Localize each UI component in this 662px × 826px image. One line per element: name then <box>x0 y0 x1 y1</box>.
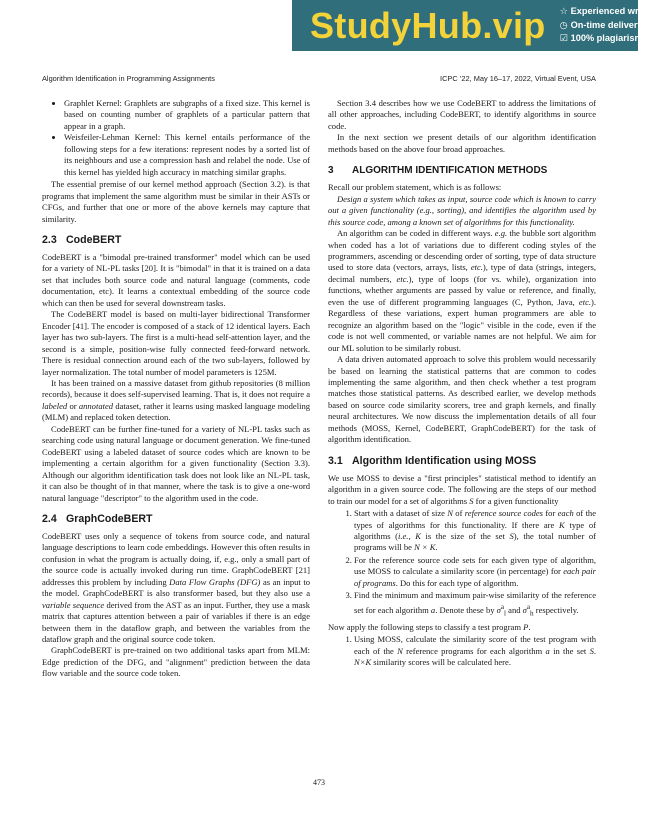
section-heading-2-4: 2.4 GraphCodeBERT <box>42 512 153 525</box>
paragraph: Now apply the following steps to classify a test program P. <box>328 621 531 632</box>
feature-on-time-delivery: ◷ On-time delivery <box>560 19 662 33</box>
list-item: 2. For the reference source code sets for each given type of algorithm, use MOSS to calculate a similarity score (in percentage) for each pair of programs. Do this for each type of algorithm. <box>354 555 596 589</box>
list-item: 1. Start with a dataset of size N of reference source codes for each of the types of algorithms for this functionality. If there are K type of algorithms (i.e., K is the size of the set S), the total number of programs will be N × K. <box>354 508 596 554</box>
section-heading-3-1: 3.1 Algorithm Identification using MOSS <box>328 454 537 467</box>
header-venue: ICPC ’22, May 16–17, 2022, Virtual Event, USA <box>440 74 596 83</box>
clock-icon: ◷ <box>559 19 568 30</box>
banner-features <box>560 5 662 46</box>
right-column <box>328 98 596 670</box>
checkbox-icon: ☑ <box>559 33 568 44</box>
paragraph: A data driven automated approach to solve this problem would necessarily be based on learning the statistical patterns that are common to codes implementing the same algorithm, and then check whether a test program matches those statistical patterns. As described earlier, we develop methods based on source code similarity scorers, tree and graph kernels, and finally neural architectures. We now discuss the implementation details of all four methods (MOSS, Kernel, CodeBERT, GraphCodeBERT) for the task of algorithm identification. <box>328 354 596 445</box>
paragraph: Section 3.4 describes how we use CodeBERT to address the limitations of all other approaches, including CodeBERT, to identify algorithms in source code. <box>328 98 596 131</box>
paragraph: In the next section we present details of our algorithm identification methods based on the above four broad approaches. <box>328 132 596 154</box>
list-item: • Graphlet Kernel: Graphlets are subgraphs of a fixed size. This kernel is based on counting number of graphlets of a particular pattern that appear in a graph. <box>64 98 310 132</box>
paragraph: An algorithm can be coded in different ways. e.g. the bubble sort algorithm when coded has a lot of variations due to different coding styles of the programmers, ascending or descending order of sorting, type of data structure used to store data (vectors, arrays, lists, etc.), type of data (strings, integers, decimal numbers, etc.), type of loops (for vs. while), organization into functions, whether arguments are passed by value or reference, and finally, even the use of different programming languages (C, Python, Java, etc.). Regardless of these variations, expert human programmers are able to recognize an algorithm based on the "logic" visible in the code, even if the code is not well commented, or variable names are not helpful. We aim for our ML solution to be similarly robust. <box>328 228 596 353</box>
list-item: 3. Find the minimum and maximum pair-wise similarity of the reference set for each algorithm a. Denote these by $\sigma^a_l$ and $\sigma^a_h$ respectively. <box>354 590 596 619</box>
training-steps-list <box>328 508 596 620</box>
paragraph: We use MOSS to devise a "first principles" statistical method to identify an algorithm in a given source code. The following are the steps of our method to train our model for a set of algorithms S for a given functionality <box>328 472 596 506</box>
running-header <box>42 74 596 83</box>
paragraph: CodeBERT uses only a sequence of tokens from source code, and natural language descriptions to learn code embeddings. However this often results in confusion in what the program is actually doing, if, e.g., only a small part of the source code is actually invoked during run time. GraphCodeBERT [21] addresses this problem by including Data Flow Graphs (DFG) as an input to the model. GraphCodeBERT is also transformer based, but they also use a variable sequence derived from the AST as an input. Further, they use a mask matrix that captures attention between a pair of variables if there is an edge between them in the dataflow graph, and between the variables from the dataflow graph and the original source code token. <box>42 530 310 645</box>
page-number: 473 <box>313 778 325 787</box>
paragraph: CodeBERT can be further fine-tuned for a variety of NL-PL tasks such as searching code using natural language or document generation. We fine-tuned CodeBERT using a labeled dataset of source codes which are known to be implementing a certain algorithm for a given functionality (Section 3.3). Although our algorithm identification task does not look like an NL-PL task, it can also be thought of in that manner, where the task is to give a one-word natural language "descriptor" to the algorithm used in the code. <box>42 423 310 503</box>
paragraph: The CodeBERT model is based on multi-layer bidirectional Transformer Encoder [41]. The encoder is composed of a stack of 12 identical layers. Each layer has two sub-layers. The first is a multi-head self-attention layer, and the second is a simple, position-wise fully connected feed-forward network. There is residual connection around each of the two sub-layers, followed by layer normalization. The total number of model parameters is 125M. <box>42 309 310 377</box>
paragraph: CodeBERT is a "bimodal pre-trained transformer" model which can be used for a variety of NL-PL tasks [20]. It is "bimodal" in that it is trained on a data set that includes both source code and natural language (comments, code documentation, etc). It learns a contextual embedding of the source code which can then be used for several downstream tasks. <box>42 251 310 308</box>
problem-statement: Design a system which takes as input, source code which is known to carry out a given functionality (e.g., sorting), and identifies the algorithm used by this source code, among a known set of algorithms for this functionality. <box>328 193 596 227</box>
feature-plagiarism-free: ☑ 100% plagiarism free <box>560 32 662 46</box>
ad-banner[interactable] <box>292 0 662 51</box>
studyhub-logo[interactable]: StudyHub.vip <box>310 5 546 46</box>
header-paper-title: Algorithm Identification in Programming Assignments <box>42 74 215 83</box>
left-column <box>42 98 310 680</box>
section-heading-3: 3 ALGORITHM IDENTIFICATION METHODS <box>328 165 548 177</box>
list-item: • Weisfeiler-Lehman Kernel: This kernel entails performance of the following steps for a few iterations: represent nodes by a sorted list of its neighbours and use a compression hash and relabel the node. Use of this kernel has yielded high accuracy in matching similar graphs. <box>64 132 310 178</box>
kernel-bullet-list <box>42 98 310 178</box>
paragraph: GraphCodeBERT is pre-trained on two additional tasks apart from MLM: Edge prediction of the DFG, and "alignment" prediction between the data flow variable and the source code token. <box>42 645 310 679</box>
paragraph: Recall our problem statement, which is as follows: <box>328 182 502 193</box>
feature-experienced-writers: ☆ Experienced writers <box>560 5 662 19</box>
paragraph: It has been trained on a massive dataset from github repositories (8 million records), because it does self-supervised learning. That is, it does not require a labeled or annotated dataset, rather it learns using masked language modeling (MLM) and replaced token detection. <box>42 377 310 423</box>
section-heading-2-3: 2.3 CodeBERT <box>42 233 122 246</box>
list-item: 1. Using MOSS, calculate the similarity score of the test program with each of the N reference programs for each algorithm a in the set S. N×K similarity scores will be calculated here. <box>354 634 596 668</box>
classification-steps-list <box>328 634 596 668</box>
paragraph: The essential premise of our kernel method approach (Section 3.2). is that programs that implement the same algorithm must be similar in their ASTs or CFGs, and further that one or more of the above kernels may capture that similarity. <box>42 179 310 224</box>
star-icon: ☆ <box>559 6 568 17</box>
